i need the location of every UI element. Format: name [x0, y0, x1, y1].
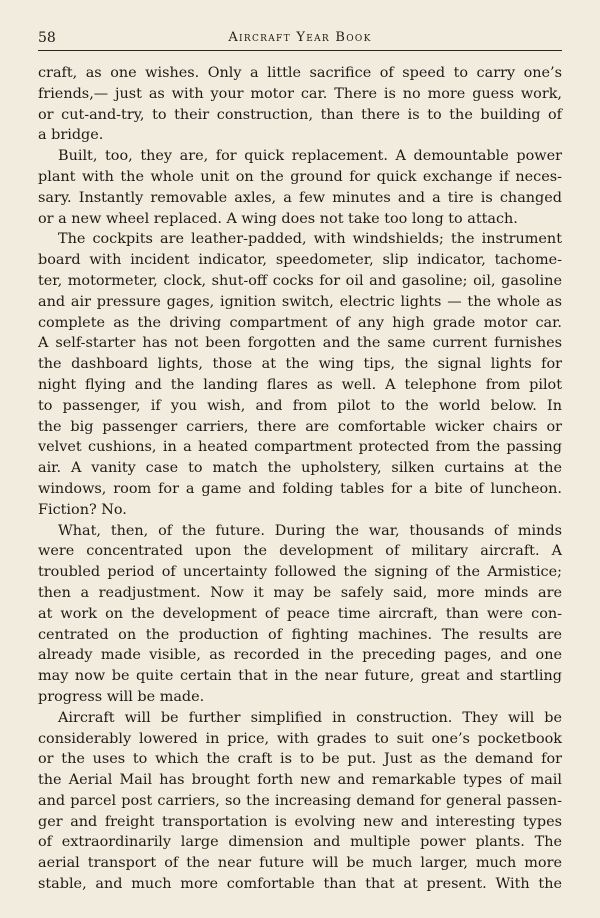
text-line: The cockpits are leather-padded, with windshields; the instrument — [58, 231, 562, 248]
text-line: friends,— just as with your motor car. There is no more guess work, — [38, 85, 562, 102]
text-line: a bridge. — [38, 127, 104, 144]
paragraph — [38, 521, 562, 708]
text-line: and air pressure gages, ignition switch, electric lights — the whole as — [38, 293, 562, 310]
paragraph — [38, 708, 562, 895]
text-line: were concentrated upon the development of military aircraft. A — [38, 543, 562, 560]
text-line: progress will be made. — [38, 688, 205, 705]
text-line: and parcel post carriers, so the increasing demand for general passen- — [38, 792, 562, 809]
text-line: of extraordinarily large dimension and multiple power plants. The — [38, 834, 562, 851]
text-line: may now be quite certain that in the near future, great and startling — [38, 668, 562, 685]
text-line: to passenger, if you wish, and from pilot to the world below. In — [38, 397, 562, 414]
text-line: Built, too, they are, for quick replacement. A demountable power — [58, 148, 562, 165]
text-line: Fiction? No. — [38, 501, 127, 518]
text-line: or a new wheel replaced. A wing does not take too long to attach. — [38, 210, 518, 227]
text-line: sary. Instantly removable axles, a few minutes and a tire is changed — [38, 189, 562, 206]
text-line: at work on the development of peace time aircraft, than were con- — [38, 605, 562, 622]
text-line: Aircraft will be further simplified in construction. They will be — [58, 709, 562, 726]
text-line: plant with the whole unit on the ground for quick exchange if neces- — [38, 168, 562, 185]
text-line: velvet cushions, in a heated compartment protected from the passing — [38, 439, 562, 456]
body-text — [38, 63, 562, 895]
text-line: night flying and the landing flares as well. A telephone from pilot — [38, 376, 562, 393]
text-line: ger and freight transportation is evolving new and interesting types — [38, 813, 562, 830]
text-line: troubled period of uncertainty followed the signing of the Armistice; — [38, 564, 562, 581]
text-line: already made visible, as recorded in the preceding pages, and one — [38, 647, 562, 664]
paragraph — [38, 63, 562, 146]
paragraph — [38, 146, 562, 229]
text-line: then a readjustment. Now it may be safely said, more minds are — [38, 584, 562, 601]
text-line: What, then, of the future. During the war, thousands of minds — [58, 522, 562, 539]
text-line: considerably lowered in price, with grades to suit one’s pocketbook — [38, 730, 562, 747]
text-line: the dashboard lights, those at the wing tips, the signal lights for — [38, 356, 562, 373]
text-line: aerial transport of the near future will be much larger, much more — [38, 855, 562, 872]
paragraph — [38, 229, 562, 520]
page-header — [38, 28, 562, 51]
text-line: air. A vanity case to match the upholstery, silken curtains at the — [38, 460, 562, 477]
text-line: stable, and much more comfortable than that at present. With the — [38, 876, 562, 893]
text-line: centrated on the production of fighting machines. The results are — [38, 626, 562, 643]
text-line: the big passenger carriers, there are comfortable wicker chairs or — [38, 418, 562, 435]
page-number: 58 — [38, 30, 56, 46]
text-line: or the uses to which the craft is to be put. Just as the demand for — [38, 751, 562, 768]
text-line: craft, as one wishes. Only a little sacrifice of speed to carry one’s — [38, 65, 562, 81]
text-line: A self-starter has not been forgotten and the same current furnishes — [38, 335, 562, 352]
text-line: board with incident indicator, speedometer, slip indicator, tachome- — [38, 252, 562, 269]
text-line: windows, room for a game and folding tables for a bite of luncheon. — [38, 480, 562, 497]
running-title: Aircraft Year Book — [228, 30, 372, 45]
text-line: the Aerial Mail has brought forth new and remarkable types of mail — [38, 772, 562, 789]
text-line: ter, motormeter, clock, shut-off cocks for oil and gasoline; oil, gasoline — [38, 272, 562, 289]
text-line: or cut-and-try, to their construction, than there is to the building of — [38, 106, 562, 123]
text-line: complete as the driving compartment of any high grade motor car. — [38, 314, 562, 331]
